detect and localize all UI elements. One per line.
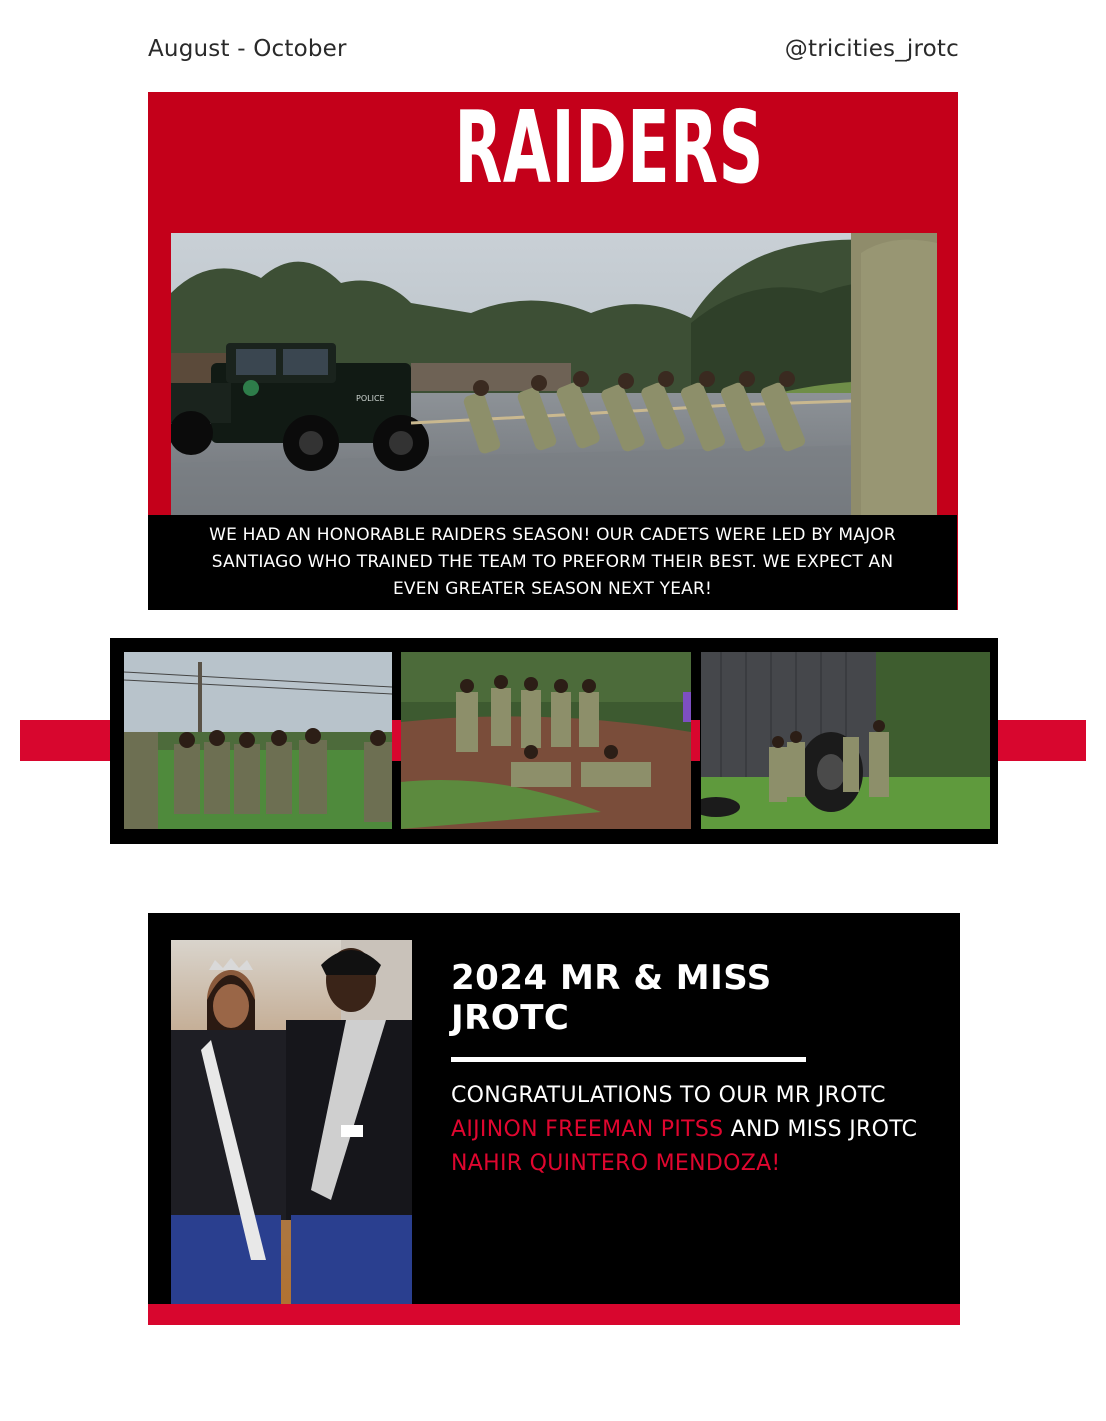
ribbon-right (988, 720, 1086, 761)
award-title: 2024 MR & MISS JROTC (451, 958, 772, 1038)
ribbon-divider (691, 720, 700, 761)
gallery-photo-field (124, 652, 392, 829)
raiders-tug-of-war-photo (171, 233, 937, 523)
miss-jrotc-name: NAHIR QUINTERO MENDOZA! (451, 1151, 781, 1176)
award-divider (451, 1057, 806, 1062)
mr-jrotc-name: AIJINON FREEMAN PITSS (451, 1117, 724, 1142)
ribbon-divider (392, 720, 401, 761)
award-text-part1: CONGRATULATIONS TO OUR MR JROTC (451, 1083, 886, 1108)
mr-miss-jrotc-photo (171, 940, 412, 1304)
award-text-part2: AND MISS JROTC (723, 1117, 918, 1142)
raiders-title: RAIDERS (454, 89, 764, 206)
gallery-photo-woods (401, 652, 691, 829)
gallery-photo-tire-flip (701, 652, 990, 829)
raiders-caption-text: WE HAD AN HONORABLE RAIDERS SEASON! OUR CADETS WERE LED BY MAJOR SANTIAGO WHO TRAINED THE TEAM TO PREFORM THEIR BEST. WE EXPECT AN EVEN GREATER SEASON NEXT YEAR! (209, 525, 896, 599)
vehicle-label: POLICE (356, 394, 385, 403)
award-card-accent-bar (148, 1304, 960, 1325)
date-range: August - October (148, 36, 347, 62)
award-congrats-text (451, 1079, 921, 1181)
ribbon-left (20, 720, 120, 761)
raiders-caption-box (148, 515, 957, 610)
social-handle: @tricities_jrotc (784, 36, 959, 62)
